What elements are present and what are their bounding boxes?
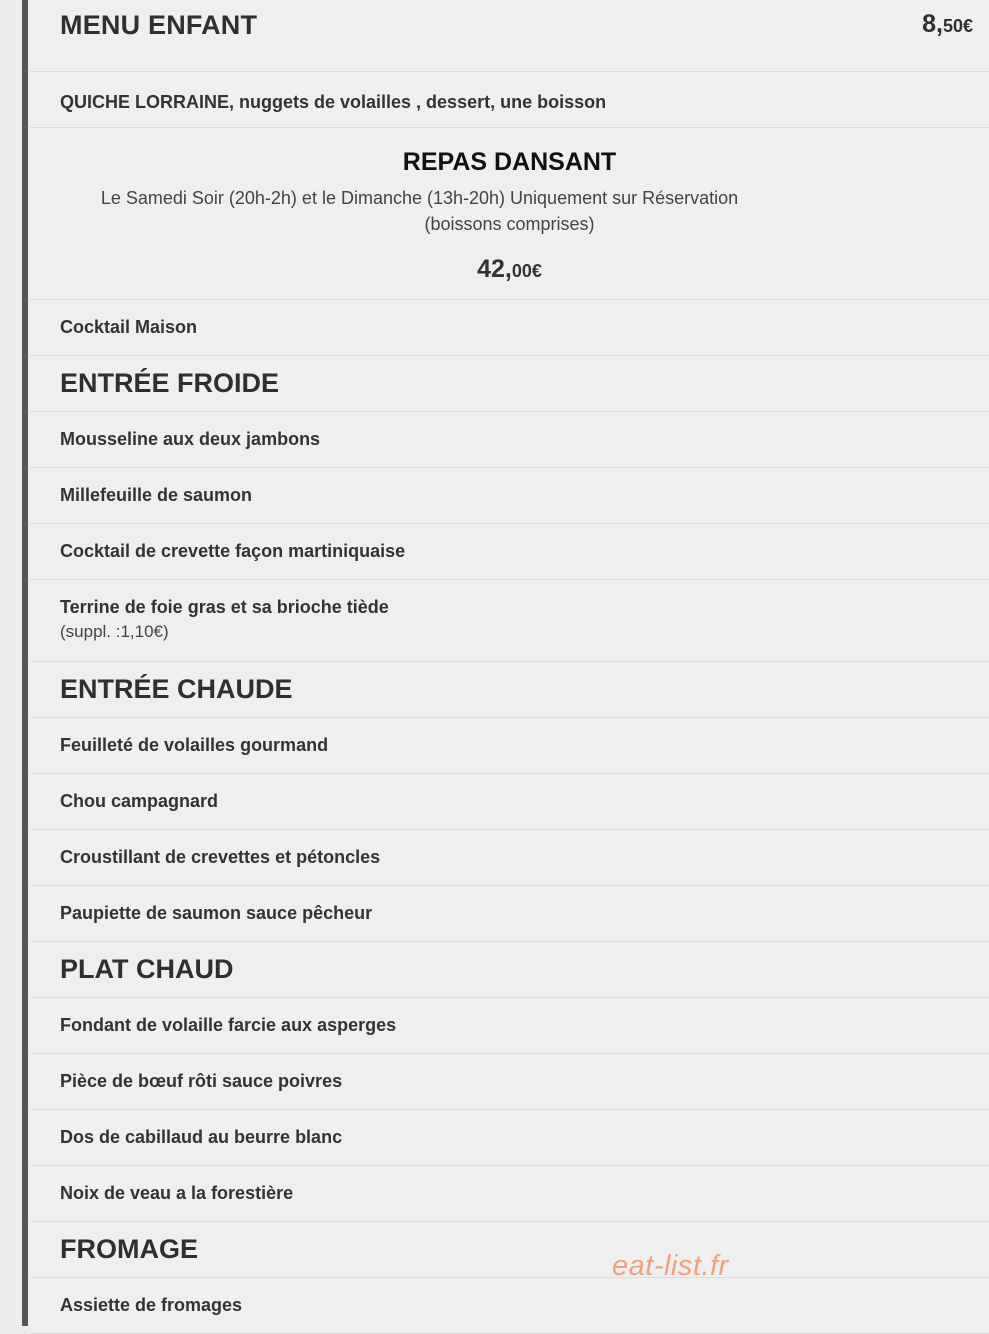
repas-dansant-price — [30, 255, 989, 284]
menu-item: Fondant de volaille farcie aux asperges — [30, 998, 989, 1054]
menu-item: Assiette de fromages — [30, 1278, 989, 1334]
menu-item: Mousseline aux deux jambons — [30, 412, 989, 468]
menu-enfant-header — [30, 0, 989, 72]
cocktail-maison-item: Cocktail Maison — [30, 300, 989, 356]
section-title-plat-chaud: PLAT CHAUD — [30, 942, 989, 998]
repas-dansant-price-cents: 00€ — [511, 261, 542, 281]
repas-dansant-block — [30, 128, 989, 300]
menu-enfant-description: QUICHE LORRAINE, nuggets de volailles , dessert, une boisson — [30, 72, 989, 128]
menu-item: Noix de veau a la forestière — [30, 1166, 989, 1222]
menu-enfant-price-cents: 50€ — [942, 16, 973, 36]
menu-enfant-title: MENU ENFANT — [60, 10, 258, 40]
menu-item-name: Terrine de foie gras et sa brioche tiède — [60, 597, 389, 617]
section-title-fromage: FROMAGE — [30, 1222, 989, 1278]
menu-item: Chou campagnard — [30, 774, 989, 830]
menu-item: Pièce de bœuf rôti sauce poivres — [30, 1054, 989, 1110]
menu-enfant-price-whole: 8, — [922, 10, 943, 38]
repas-dansant-price-whole: 42, — [477, 255, 512, 283]
menu-item: Dos de cabillaud au beurre blanc — [30, 1110, 989, 1166]
repas-dansant-note: (boissons comprises) — [424, 214, 595, 234]
repas-dansant-title: REPAS DANSANT — [402, 148, 617, 176]
menu-item: Millefeuille de saumon — [30, 468, 989, 524]
menu-item: Paupiette de saumon sauce pêcheur — [30, 886, 989, 942]
repas-dansant-schedule: Le Samedi Soir (20h-2h) et le Dimanche (13h-20h) Uniquement sur Réservation — [100, 188, 739, 208]
menu-item: Feuilleté de volailles gourmand — [30, 718, 989, 774]
menu-item-supplement-note: (suppl. :1,10€) — [60, 622, 169, 641]
menu-list — [30, 0, 989, 1334]
menu-enfant-price — [922, 10, 973, 39]
menu-item: Croustillant de crevettes et pétoncles — [30, 830, 989, 886]
section-title-entree-froide: ENTRÉE FROIDE — [30, 356, 989, 412]
page-left-border — [22, 0, 28, 1326]
watermark-text: eat-list.fr — [612, 1250, 729, 1282]
menu-item — [30, 580, 989, 662]
section-title-entree-chaude: ENTRÉE CHAUDE — [30, 662, 989, 718]
menu-item: Cocktail de crevette façon martiniquaise — [30, 524, 989, 580]
